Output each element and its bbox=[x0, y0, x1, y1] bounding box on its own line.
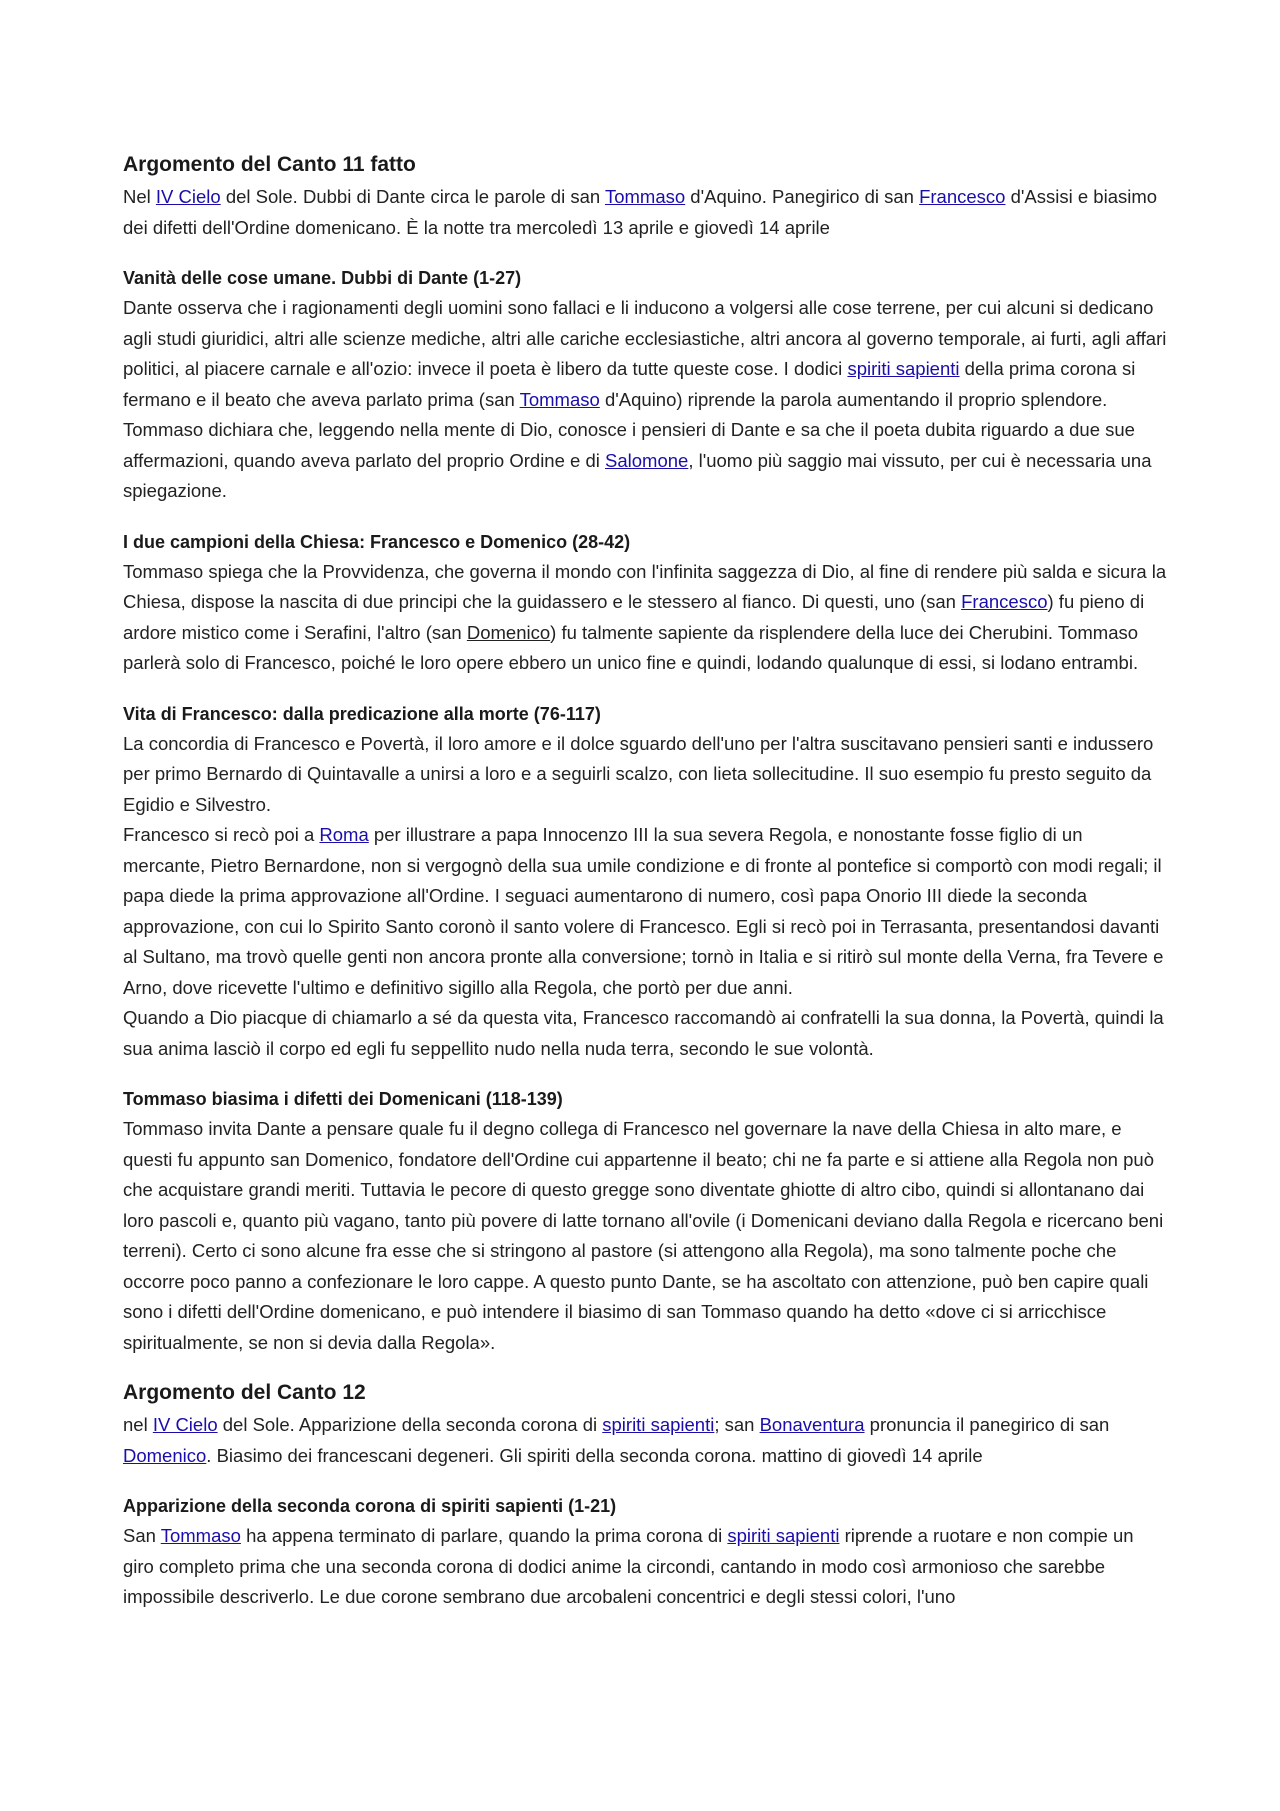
text-run: , l'uomo più saggio mai vissuto, per cui è necessaria una spiegazione. bbox=[123, 449, 1152, 501]
section bbox=[123, 1084, 1168, 1358]
section-paragraph bbox=[123, 557, 1168, 679]
text-run: ) fu talmente sapiente da risplendere della luce dei Cherubini. Tommaso parlerà solo di Francesco, poiché le loro opere ebbero un unico fine e quindi, lodando qualunque di essi, si lodano entrambi. bbox=[123, 621, 1139, 673]
inline-link[interactable]: spiriti sapienti bbox=[847, 358, 960, 379]
text-run: ; san bbox=[714, 1414, 760, 1435]
text-run: . Biasimo dei francescani degeneri. Gli spiriti della seconda corona. mattino di giovedì 14 aprile bbox=[206, 1444, 983, 1466]
inline-link[interactable]: Francesco bbox=[919, 186, 1006, 207]
text-run: San bbox=[123, 1525, 161, 1546]
inline-link[interactable]: Domenico bbox=[123, 1444, 207, 1466]
text-run: del Sole. Dubbi di Dante circa le parole di san bbox=[220, 186, 605, 207]
text-run: Nel bbox=[123, 186, 156, 207]
canto-heading: Argomento del Canto 11 fatto bbox=[123, 153, 416, 176]
inline-link[interactable]: spiriti sapienti bbox=[602, 1414, 715, 1435]
text-run: pronuncia il panegirico di san bbox=[864, 1414, 1110, 1435]
section-paragraph bbox=[123, 820, 1168, 1003]
inline-link[interactable]: IV Cielo bbox=[155, 186, 221, 207]
inline-link[interactable]: Roma bbox=[319, 824, 369, 845]
section-paragraph bbox=[123, 1003, 1168, 1064]
text-run: della prima corona si fermano e il beato che aveva parlato prima (san bbox=[123, 358, 1136, 410]
text-run: Tommaso invita Dante a pensare quale fu il degno collega di Francesco nel governare la nave della Chiesa in alto mare, e questi fu appunto san Domenico, fondatore dell'Ordine cui appartenne il beato; chi ne fa parte e si attiene alla Regola non può che acquistare grandi meriti. Tuttavia le pecore di questo gregge sono diventate ghiotte di altro cibo, quindi si allontanano dai loro pascoli e, quanto più vagano, tanto più povere di latte tornano all'ovile (i Domenicani deviano dalla Regola e ricercano beni terreni). Certo ci sono alcune fra esse che si stringono al pastore (si attengono alla Regola), ma sono talmente poche che occorre poco panno a confezionare le loro cappe. A questo punto Dante, se ha ascoltato con attenzione, può ben capire quali sono i difetti dell'Ordine domenicano, e può intendere il biasimo di san Tommaso quando ha detto «dove ci si arricchisce spiritualmente, se non si devia dalla Regola». bbox=[123, 1118, 1164, 1353]
canto-11 bbox=[123, 150, 1168, 1358]
text-run: per illustrare a papa Innocenzo III la sua severa Regola, e nonostante fosse figlio di un mercante, Pietro Bernardone, non si vergognò della sua umile condizione e di fronte al pontefice si comportò con modi regali; il papa diede la prima approvazione all'Ordine. I seguaci aumentarono di numero, così papa Onorio III diede la seconda approvazione, con cui lo Spirito Santo coronò il santo volere di Francesco. Egli si recò poi in Terrasanta, presentandosi davanti al Sultano, ma trovò quelle genti non ancora pronte alla conversione; tornò in Italia e si ritirò sul monte della Verna, fra Tevere e Arno, dove ricevette l'ultimo e definitivo sigillo alla Regola, che portò per due anni. bbox=[123, 824, 1164, 998]
section bbox=[123, 1491, 1168, 1613]
inline-link[interactable]: IV Cielo bbox=[152, 1414, 218, 1435]
section-paragraph bbox=[123, 293, 1168, 507]
text-run: del Sole. Apparizione della seconda corona di bbox=[217, 1414, 603, 1435]
canto-intro bbox=[123, 1410, 1168, 1471]
text-run: Francesco si recò poi a bbox=[123, 824, 320, 845]
section-paragraph bbox=[123, 729, 1168, 821]
text-run: riprende a ruotare e non compie un giro completo prima che una seconda corona di dodici anime la circondi, cantando in modo così armonioso che sarebbe impossibile descriverlo. Le due corone sembrano due arcobaleni concentrici e degli stessi colori, l'uno bbox=[123, 1525, 1134, 1607]
section bbox=[123, 263, 1168, 507]
section-title: Tommaso biasima i difetti dei Domenicani (118-139) bbox=[123, 1089, 563, 1109]
section bbox=[123, 699, 1168, 1065]
inline-link[interactable]: Tommaso bbox=[604, 186, 686, 207]
text-run: d'Aquino) riprende la parola aumentando il proprio splendore. Tommaso dichiara che, leggendo nella mente di Dio, conosce i pensieri di Dante e sa che il poeta dubita riguardo a due sue affermazioni, quando aveva parlato del proprio Ordine e di bbox=[123, 388, 1135, 471]
canto-intro bbox=[123, 182, 1168, 243]
inline-link[interactable]: Tommaso bbox=[160, 1525, 241, 1546]
text-run: Dante osserva che i ragionamenti degli uomini sono fallaci e li inducono a volgersi alle cose terrene, per cui alcuni si dedicano agli studi giuridici, altri alle scienze mediche, altri alle cariche ecclesiastiche, altri ancora al governo temporale, ai furti, agli affari politici, al piacere carnale e all'ozio: invece il poeta è libero da tutte queste cose. I dodici bbox=[123, 297, 1167, 379]
document-page bbox=[123, 150, 1168, 1633]
canto-heading: Argomento del Canto 12 bbox=[123, 1381, 366, 1404]
text-run: ha appena terminato di parlare, quando la prima corona di bbox=[240, 1525, 728, 1546]
inline-link[interactable]: Tommaso bbox=[519, 388, 600, 410]
underlined-text: Domenico bbox=[466, 621, 551, 643]
section-title: Apparizione della seconda corona di spiriti sapienti (1-21) bbox=[123, 1496, 617, 1516]
text-run: d'Assisi e biasimo dei difetti dell'Ordine domenicano. È la notte tra mercoledì 13 aprile e giovedì 14 aprile bbox=[123, 186, 1158, 238]
text-run: ) fu pieno di ardore mistico come i Serafini, l'altro (san bbox=[123, 591, 1145, 643]
inline-link[interactable]: Francesco bbox=[961, 591, 1048, 612]
section-title: Vanità delle cose umane. Dubbi di Dante (1-27) bbox=[123, 268, 522, 288]
section-paragraph bbox=[123, 1521, 1168, 1613]
section-title: Vita di Francesco: dalla predicazione alla morte (76-117) bbox=[123, 703, 601, 724]
inline-link[interactable]: Bonaventura bbox=[759, 1414, 865, 1435]
text-run: d'Aquino. Panegirico di san bbox=[685, 186, 920, 207]
text-run: nel bbox=[123, 1414, 153, 1435]
canto-12 bbox=[123, 1378, 1168, 1613]
inline-link[interactable]: spiriti sapienti bbox=[727, 1525, 840, 1546]
section-paragraph bbox=[123, 1114, 1168, 1358]
text-run: Tommaso spiega che la Provvidenza, che governa il mondo con l'infinita saggezza di Dio, al fine di rendere più salda e sicura la Chiesa, dispose la nascita di due principi che la guidassero e le stessero al fianco. Di questi, uno (san bbox=[123, 560, 1167, 612]
inline-link[interactable]: Salomone bbox=[605, 449, 689, 471]
section-title: I due campioni della Chiesa: Francesco e Domenico (28-42) bbox=[123, 531, 631, 552]
text-run: La concordia di Francesco e Povertà, il loro amore e il dolce sguardo dell'uno per l'altra suscitavano pensieri santi e indussero per primo Bernardo di Quintavalle a unirsi a loro e a seguirli scalzo, con lieta sollecitudine. Il suo esempio fu presto seguito da Egidio e Silvestro. bbox=[123, 732, 1154, 815]
section bbox=[123, 527, 1168, 679]
text-run: Quando a Dio piacque di chiamarlo a sé da questa vita, Francesco raccomandò ai confratelli la sua donna, la Povertà, quindi la sua anima lasciò il corpo ed egli fu seppellito nudo nella nuda terra, secondo le sue volontà. bbox=[123, 1007, 1164, 1059]
